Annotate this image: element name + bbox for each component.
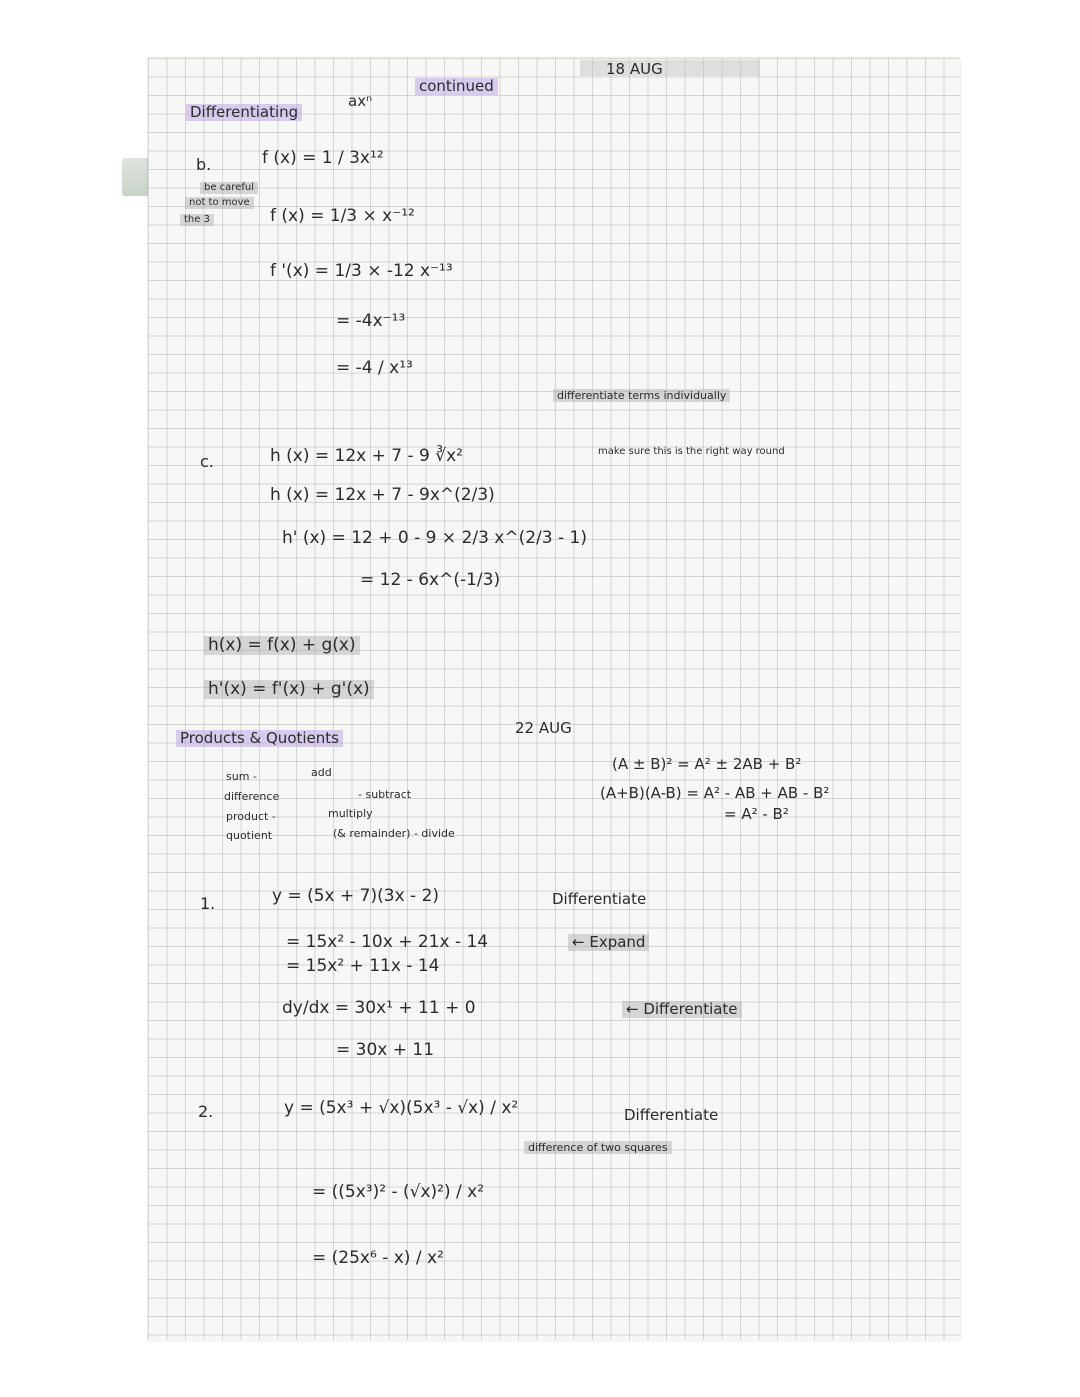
example1-label: 1. xyxy=(200,894,216,913)
term-sum: sum - xyxy=(226,770,257,783)
section-date: 22 AUG xyxy=(515,719,572,737)
power-notation: axⁿ xyxy=(348,92,373,110)
example2-note1: Differentiate xyxy=(624,1106,719,1124)
part-c-note1: differentiate terms individually xyxy=(553,389,730,402)
part-b-line2: f (x) = 1/3 × x⁻¹² xyxy=(270,206,415,226)
example1-note3: ← Differentiate xyxy=(622,1001,742,1018)
part-b-note-2: not to move xyxy=(185,197,254,209)
part-b-note-1: be careful xyxy=(200,182,258,194)
date-label: 18 AUG xyxy=(606,60,663,78)
example1-line2: = 15x² - 10x + 21x - 14 xyxy=(286,932,489,952)
example2-line3: = (25x⁶ - x) / x² xyxy=(312,1248,444,1268)
term-quotient: quotient xyxy=(226,829,273,842)
term-product-meaning: multiply xyxy=(328,807,373,820)
part-c-line1: h (x) = 12x + 7 - 9 ∛x² xyxy=(270,446,463,466)
part-c-label: c. xyxy=(200,452,214,471)
identity-result: = A² - B² xyxy=(724,805,789,823)
term-quotient-meaning: (& remainder) - divide xyxy=(333,827,455,840)
example1-line5: = 30x + 11 xyxy=(336,1040,435,1060)
example2-label: 2. xyxy=(198,1102,214,1121)
page-tab-marker xyxy=(122,158,148,196)
example2-note2: difference of two squares xyxy=(524,1141,672,1154)
part-b-line3: f '(x) = 1/3 × -12 x⁻¹³ xyxy=(270,261,453,281)
section-title: Products & Quotients xyxy=(176,730,343,747)
example1-note1: Differentiate xyxy=(552,890,647,908)
part-c-line3: h' (x) = 12 + 0 - 9 × 2/3 x^(2/3 - 1) xyxy=(282,528,587,548)
example1-line4: dy/dx = 30x¹ + 11 + 0 xyxy=(282,998,476,1018)
example2-line1: y = (5x³ + √x)(5x³ - √x) / x² xyxy=(284,1098,519,1118)
part-b-line1: f (x) = 1 / 3x¹² xyxy=(262,148,384,168)
sum-rule: h(x) = f(x) + g(x) xyxy=(204,636,360,655)
part-b-label: b. xyxy=(196,155,212,174)
part-b-note-3: the 3 xyxy=(180,214,214,226)
example2-line2: = ((5x³)² - (√x)²) / x² xyxy=(312,1182,485,1202)
identity-difference: (A+B)(A-B) = A² - AB + AB - B² xyxy=(600,784,830,802)
example1-note2: ← Expand xyxy=(568,934,649,951)
continued-label: continued xyxy=(415,78,498,95)
part-c-line2: h (x) = 12x + 7 - 9x^(2/3) xyxy=(270,485,495,505)
page-title: Differentiating xyxy=(186,104,302,121)
term-sum-meaning: add xyxy=(311,766,332,779)
term-difference-meaning: - subtract xyxy=(358,788,412,801)
example1-line1: y = (5x + 7)(3x - 2) xyxy=(272,886,440,906)
part-c-note2: make sure this is the right way round xyxy=(598,446,785,457)
part-b-line4: = -4x⁻¹³ xyxy=(336,311,406,331)
example1-line3: = 15x² + 11x - 14 xyxy=(286,956,440,976)
term-difference: difference xyxy=(224,790,280,803)
identity-square: (A ± B)² = A² ± 2AB + B² xyxy=(612,755,802,773)
term-product: product - xyxy=(226,810,276,823)
part-c-line4: = 12 - 6x^(-1/3) xyxy=(360,570,501,590)
sum-rule-derivative: h'(x) = f'(x) + g'(x) xyxy=(204,680,374,699)
part-b-line5: = -4 / x¹³ xyxy=(336,358,413,378)
